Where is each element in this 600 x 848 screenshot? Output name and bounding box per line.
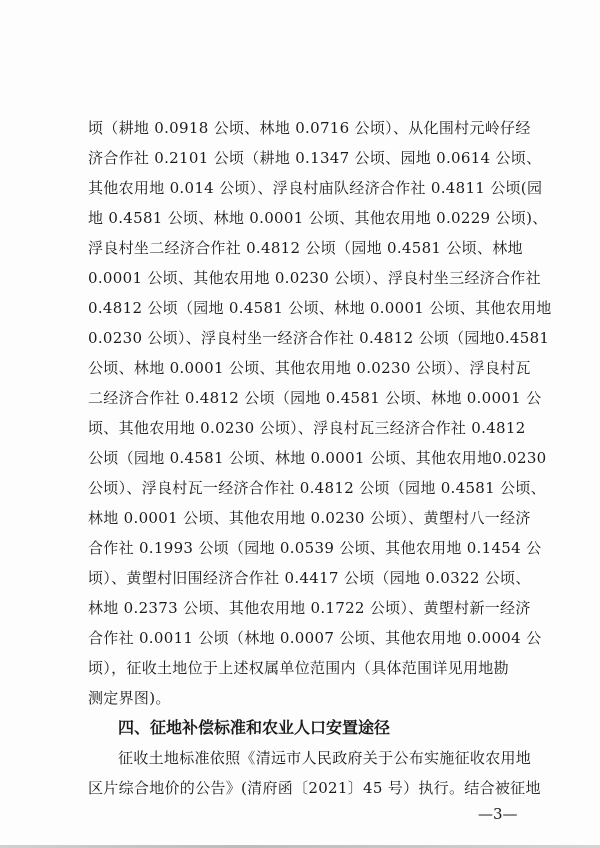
text-line: 测定界图)。 [88,689,171,707]
text-line: 地 0.4581 公顷、林地 0.0001 公顷、其他农用地 0.0229 公顷)、 [88,209,548,227]
text-line: 顷、其他农用地 0.0230 公顷）、浮良村瓦三经济合作社 0.4812 [88,419,526,437]
text-line: 二经济合作社 0.4812 公顷（园地 0.4581 公顷、林地 0.0001 公 [88,389,542,407]
text-line: 公顷）、浮良村瓦一经济合作社 0.4812 公顷（园地 0.4581 公顷、 [88,479,546,497]
text-line: 顷）、黄塱村旧围经济合作社 0.4417 公顷（园地 0.0322 公顷、 [88,569,531,587]
text-line: 林地 0.0001 公顷、其他农用地 0.0230 公顷）、黄塱村八一经济 [88,509,531,527]
section-heading: 四、征地补偿标准和农业人口安置途径 [118,718,391,737]
text-line: 合作社 0.0011 公顷（林地 0.0007 公顷、其他农用地 0.0004 公 [88,629,542,647]
text-line: 顷），征收土地位于上述权属单位范围内（具体范围详见用地勘 [88,659,509,677]
text-line: 0.4812 公顷（园地 0.4581 公顷、林地 0.0001 公顷、其他农用地 [88,299,552,317]
text-line: 区片综合地价的公告》(清府函〔2021〕45 号）执行。结合被征地 [88,779,541,797]
text-line: 合作社 0.1993 公顷（园地 0.0539 公顷、其他农用地 0.1454 公 [88,539,542,557]
text-line: 顷（耕地 0.0918 公顷、林地 0.0716 公顷）、从化围村元岭仔经 [88,119,531,137]
text-line: 公顷（园地 0.4581 公顷、林地 0.0001 公顷、其他农用地0.0230 [88,449,547,467]
text-line: 济合作社 0.2101 公顷（耕地 0.1347 公顷、园地 0.0614 公顷、 [88,149,542,167]
text-line: 征收土地标准依照《清远市人民政府关于公布实施征收农用地 [118,749,532,767]
page-number: —3— [478,805,518,823]
text-line: 浮良村坐二经济合作社 0.4812 公顷（园地 0.4581 公顷、林地 [88,239,523,257]
text-line: 公顷、林地 0.0001 公顷、其他农用地 0.0230 公顷）、浮良村瓦 [88,359,531,377]
text-line: 0.0001 公顷、其他农用地 0.0230 公顷）、浮良村坐三经济合作社 [88,269,541,287]
text-line: 0.0230 公顷）、浮良村坐一经济合作社 0.4812 公顷（园地0.4581 [88,329,550,347]
text-line: 林地 0.2373 公顷、其他农用地 0.1722 公顷）、黄塱村新一经济 [88,599,531,617]
text-line: 其他农用地 0.014 公顷）、浮良村庙队经济合作社 0.4811 公顷(园 [88,179,543,197]
